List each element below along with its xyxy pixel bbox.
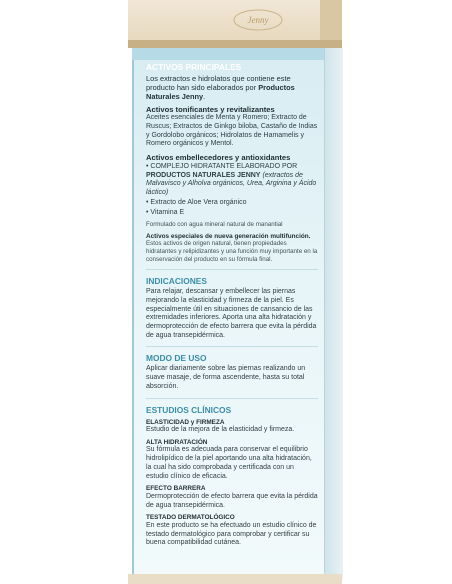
- box-bottom-flap: [128, 574, 342, 584]
- flap-shadow: [320, 0, 342, 40]
- box-top-band: [128, 40, 342, 48]
- tonificantes-title: Activos tonificantes y revitalizantes: [146, 105, 275, 114]
- estudio-text: Estudio de la mejora de la elasticidad y firmeza.: [146, 426, 295, 434]
- label-content: [146, 62, 318, 548]
- bullet-vitamina: • Vitamina E: [146, 208, 185, 216]
- divider: [146, 269, 318, 270]
- estudio-text: Dermoprotección de efecto barrera que evita la pérdida de agua transepidérmica.: [146, 492, 318, 509]
- estudio-title: TESTADO DERMATOLÓGICO: [146, 514, 235, 522]
- estudio-title: ALTA HIDRATACIÓN: [146, 438, 208, 446]
- indicaciones-title: INDICACIONES: [146, 276, 207, 287]
- panel-top-strip: [132, 48, 324, 60]
- modo-title: MODO DE USO: [146, 353, 207, 364]
- estudio-text: Su fórmula es adecuada para conservar el equilibrio hidrolipídico de la piel aportando una alta hidratación, la cual ha sido comprobada y certificada con un estudio clínico de eficacia.: [146, 446, 312, 480]
- brand-name: Productos Naturales Jenny: [146, 83, 295, 101]
- estudio-title: ELASTICIDAD y FIRMEZA: [146, 418, 225, 426]
- divider: [146, 346, 318, 347]
- bullet-aloe: • Extracto de Aloe Vera orgánico: [146, 198, 247, 206]
- formulado-text: Formulado con agua mineral natural de manantial: [146, 221, 283, 229]
- activos-title: ACTIVOS PRINCIPALES: [146, 62, 242, 72]
- estudio-text: En este producto se ha efectuado un estudio clínico de testado dermatológico para comprobar y certificar su buena compatibilidad cutánea.: [146, 521, 317, 547]
- embellecedores-title: Activos embellecedores y antioxidantes: [146, 152, 291, 162]
- indicaciones-text: Para relajar, descansar y embellecer las piernas mejorando la elasticidad y firmeza de la piel. Es especialmente útil en situaciones de cansancio de las extremidades inferiores. Aporta una alta hidratación y dermoprotección de efecto barrera que evita la pérdida de agua transepidérmica.: [146, 288, 317, 339]
- brand-logo: [230, 6, 286, 34]
- logo-text: Jenny: [247, 15, 269, 25]
- especiales-title: Activos especiales de nueva generación multifunción.: [146, 232, 311, 240]
- estudio-title: EFECTO BARRERA: [146, 485, 206, 493]
- divider: [146, 398, 318, 399]
- bullet-complejo: • COMPLEJO HIDRATANTE ELABORADO POR PRODUCTOS NATURALES JENNY (extractos de Malvavisco y Alholva orgánicos, Urea, Arginina y Ácido láctico): [146, 163, 317, 197]
- modo-text: Aplicar diariamente sobre las piernas realizando un suave masaje, de forma ascendente, hasta su total absorción.: [146, 365, 306, 390]
- box-side-edge: [324, 48, 343, 580]
- tonificantes-text: Aceites esenciales de Menta y Romero; Extracto de Ruscus; Extractos de Ginkgo biloba, Castaño de Indias y Gordolobo orgánicos; Hidrolatos de Hamamelis y Romero orgánicos y Mentol.: [146, 114, 318, 148]
- estudios-title: ESTUDIOS CLÍNICOS: [146, 404, 232, 415]
- especiales-text: Estos activos de origen natural, tienen propiedades hidratantes y relipidizantes y una función muy importante en la conservación del producto en su fórmula final.: [146, 240, 318, 263]
- activos-intro: Los extractos e hidrolatos que contiene este producto han sido elaborados por Productos Naturales Jenny.: [146, 74, 295, 101]
